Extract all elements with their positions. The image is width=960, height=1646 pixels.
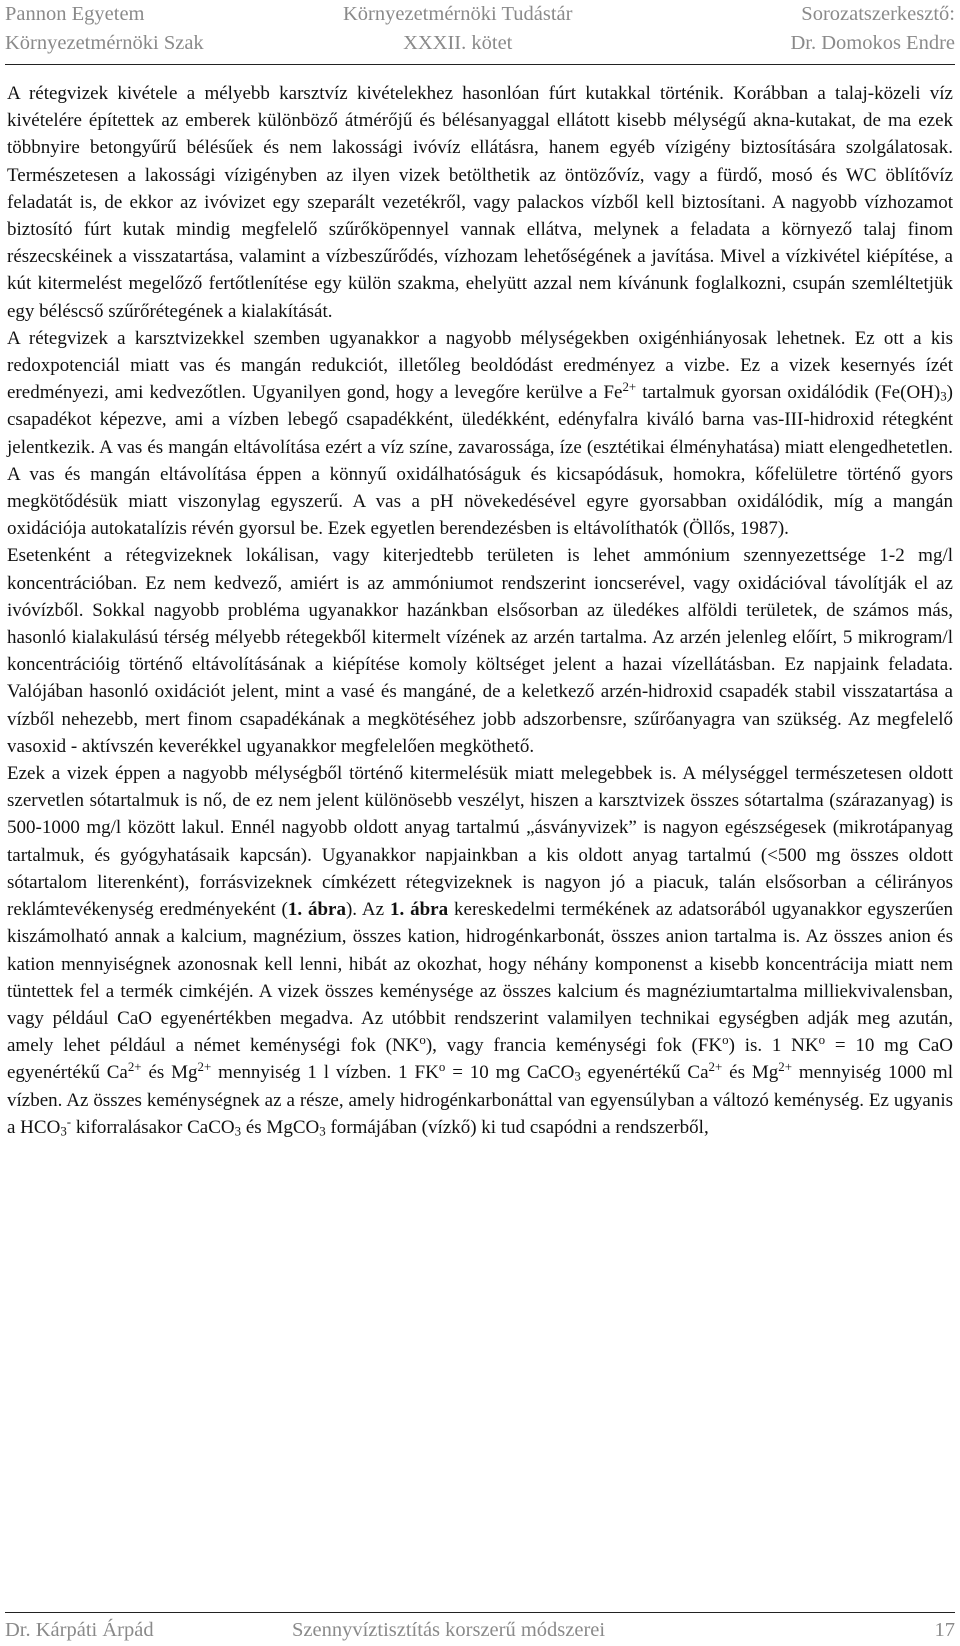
degree-mark: o	[419, 1032, 426, 1048]
paragraph-4-text-e: ) is. 1 NK	[728, 1035, 819, 1057]
paragraph-2-text-c: ) csapadékot képezve, ami a vízben lebegő csapadékként, üledékként, edényfalra kiváló barna vas-III-hidroxid rétegként jelentkezik. A vas és mangán eltávolítása ezért a víz színe, zavarossága, íze (esztétikai élményhatása) miatt elengedhetetlen. A vas és mangán eltávolítása éppen a könnyű oxidálhatóságuk és kicsapódásuk, homokra, kőfelületre történő gyors megkötődésük miatt viszonylag egyszerű. A vas a pH növekedésével egyre gyorsabban oxidálódik, míg a mangán oxidációja autokatalízis révén gyorsul be. Ezek egyetlen berendezésben is eltávolíthatók (Öllős, 1987).	[7, 382, 953, 540]
superscript: 2+	[708, 1059, 723, 1075]
subscript: 3	[574, 1068, 581, 1084]
paragraph-4-text-m: kiforralásakor CaCO	[71, 1116, 235, 1138]
paragraph-4-text-b: ). Az	[345, 899, 390, 921]
header-volume: XXXII. kötet	[403, 32, 513, 54]
subscript: 3	[234, 1123, 242, 1139]
footer-author: Dr. Kárpáti Árpád	[5, 1619, 154, 1641]
paragraph-4-text-c: kereskedelmi termékének az adatsorából ugyanakkor egyszerűen kiszámolható annak a kalcium, magnézium, összes kation, hidrogénkarbonát, összes anion tartalma is. Az összes anion és kation mennyiségnek azonosnak kell lenni, hibát az okozhat, hogy néhány komponenst a kisebb koncentrácija miatt nem tüntettek fel a termék cimkéjén. A vizek összes keménysége az összes kalcium és magnéziumtartalma milliekvivalensban, vagy például CaO egyenértékben megadva. Az utóbbit rendszerint valamilyen technikai egységben adják meg azután, amely lehet például a német keménységi fok (NK	[7, 899, 954, 1057]
header-editor-label: Sorozatszerkesztő:	[801, 3, 955, 25]
degree-mark: o	[722, 1032, 729, 1048]
paragraph-2-text-b: tartalmuk gyorsan oxidálódik (Fe(OH)	[636, 382, 941, 404]
page-footer	[5, 1612, 955, 1643]
degree-mark: o	[438, 1059, 446, 1075]
header-left	[5, 0, 204, 58]
subscript: 3	[319, 1123, 326, 1139]
page-header	[5, 0, 955, 65]
paragraph-4-text-l: mennyiség 1000 ml vízben. Az összes keménységnek az a része, amely hidrogénkarbonáttal van egyensúlyban a változó keménység. Ez ugyanis a HCO	[7, 1062, 953, 1138]
paragraph-1	[7, 80, 953, 325]
paragraph-2-text-a: A rétegvizek a karsztvizekkel szemben ugyanakkor a nagyobb mélységekben oxigénhiányosak lehetnek. Ez ott a kis redoxpotenciál miatt vas és mangán redukciót, illetőleg beoldódást eredményez a vizbe. Ez a vizek kesernyés ízét eredményezi, ami kedvezőtlen. Ugyanilyen gond, hogy a levegőre kerülve a Fe	[7, 327, 953, 404]
paragraph-4-text-d: ), vagy francia keménységi fok (FK	[425, 1035, 723, 1057]
header-program: Környezetmérnöki Szak	[5, 32, 204, 54]
paragraph-4-text-g: és Mg	[141, 1062, 198, 1084]
paragraph-4-text-n: és MgCO	[241, 1116, 320, 1138]
footer-book-title: Szennyvíztisztítás korszerű módszerei	[292, 1619, 606, 1641]
page-body	[7, 80, 953, 1141]
figure-reference: 1. ábra	[389, 899, 449, 921]
paragraph-4-text-k: és Mg	[722, 1062, 779, 1084]
header-series-title: Környezetmérnöki Tudástár	[343, 3, 573, 25]
header-right	[790, 0, 955, 58]
paragraph-1-text: A rétegvizek kivétele a mélyebb karsztvíz kivételekhez hasonlóan fúrt kutakkal történik. Korábban a talaj-közeli víz kivételére építettek az emberek különböző átmérőjű és bélésanyaggal ellátott kisebb mélységű akna-kutakat, de ma ezek többnyire betongyűrű bélésűek és nem lakossági ivóvíz ellátásra, hanem egyéb vízigény biztosítására szolgálatosak. Természetesen a lakossági vízigényben az ilyen vizek betölthetik az öntözővíz, vagy a fürdő, mosó és WC öblítővíz feladatát is, de ekkor az ivóvizet egy szeparált vezetékről, vagy palackos vízből kell biztosítani. A nagyobb vízhozamot biztosító fúrt kutak mindig megfelelő szűrőköpennyel vannak ellátva, melynek a feladata a környező talaj finom részecskéinek a visszatartása, valamint a vízbeszűrődés, vízhozam lehetőségének a javítása. Mivel a vízkivétel kiépítése, a kút kitermelést megelőző fertőtlenítése egy külön szakma, ehelyütt azzal nem kívánunk foglalkozni, csupán szemléltetjük egy béléscső szűrőrétegének a kialakítását.	[7, 83, 953, 322]
figure-reference: 1. ábra	[287, 899, 346, 921]
header-editor-name: Dr. Domokos Endre	[790, 32, 955, 54]
paragraph-4-text-a: Ezek a vizek éppen a nagyobb mélységből történő kitermelésük miatt melegebbek is. A mélységgel természetesen oldott szervetlen sótartalmuk is nő, de ez nem jelent különösebb veszélyt, hiszen a karsztvizek összes sótartalma (szárazanyag) is 500-1000 mg/l között lakul. Ennél nagyobb oldott anyag tartalmú „ásványvizek” is nagyon egészségesek (mikrotápanyag tartalmuk, és gyógyhatásaik kapcsán). Ugyanakkor napjainkban a kis oldott anyag tartalmú (<500 mg összes oldott sótartalom literenként), forrásvizeknek címkézett rétegvizeknek is nagyon jó a piacuk, talán elsősorban a célirányos reklámtevékenység eredményeként (	[7, 763, 953, 921]
superscript: 2+	[197, 1059, 212, 1075]
paragraph-4-text-o: formájában (vízkő) ki tud csapódni a rendszerből,	[325, 1116, 709, 1138]
paragraph-3	[7, 542, 953, 760]
superscript: 2+	[622, 379, 637, 395]
subscript: 3	[940, 388, 947, 404]
paragraph-4-text-f: = 10 mg CaO egyenértékű Ca	[7, 1035, 953, 1084]
paragraph-4-text-i: = 10 mg CaCO	[445, 1062, 575, 1084]
page-number: 17	[934, 1619, 955, 1641]
header-university: Pannon Egyetem	[5, 3, 145, 25]
superscript: 2+	[778, 1059, 792, 1075]
paragraph-3-text: Esetenként a rétegvizeknek lokálisan, vagy kiterjedtebb területen is lehet ammónium szennyezettsége 1-2 mg/l koncentrációban. Ez nem kedvező, amiért is az ammóniumot rendszerint ioncserével, vagy oxidációval távolítják el az ivóvízből. Sokkal nagyobb probléma ugyanakkor hazánkban elsősorban az üledékes alföldi területek, de számos más, hasonló kialakulású térség mélyebb rétegekből kitermelt vízének az arzén tartalma. Az arzén jelenleg előírt, 5 mikrogram/l koncentrációig történő eltávolításának a kiépítése komoly költséget jelent a hazai vízellátásban. Ez napjaink feladata. Valójában hasonló oxidációt jelent, mint a vasé és mangáné, de a keletkező arzén-hidroxid csapadék stabil visszatartása a vízből nehezebb, mert finom csapadékának a megkötéséhez jobb adszorbensre, szűrőanyagra van szükség. Az megfelelő vasoxid - aktívszén keverékkel ugyanakkor megfelelően megköthető.	[7, 545, 953, 757]
paragraph-4-text-h: mennyiség 1 l vízben. 1 FK	[211, 1062, 439, 1084]
subscript: 3	[60, 1123, 67, 1139]
paragraph-4-text-j: egyenértékű Ca	[580, 1062, 709, 1084]
degree-mark: o	[818, 1032, 826, 1048]
header-center	[343, 0, 572, 58]
paragraph-2	[7, 325, 953, 543]
superscript: -	[66, 1113, 72, 1129]
paragraph-4	[7, 760, 953, 1141]
superscript: 2+	[127, 1059, 142, 1075]
